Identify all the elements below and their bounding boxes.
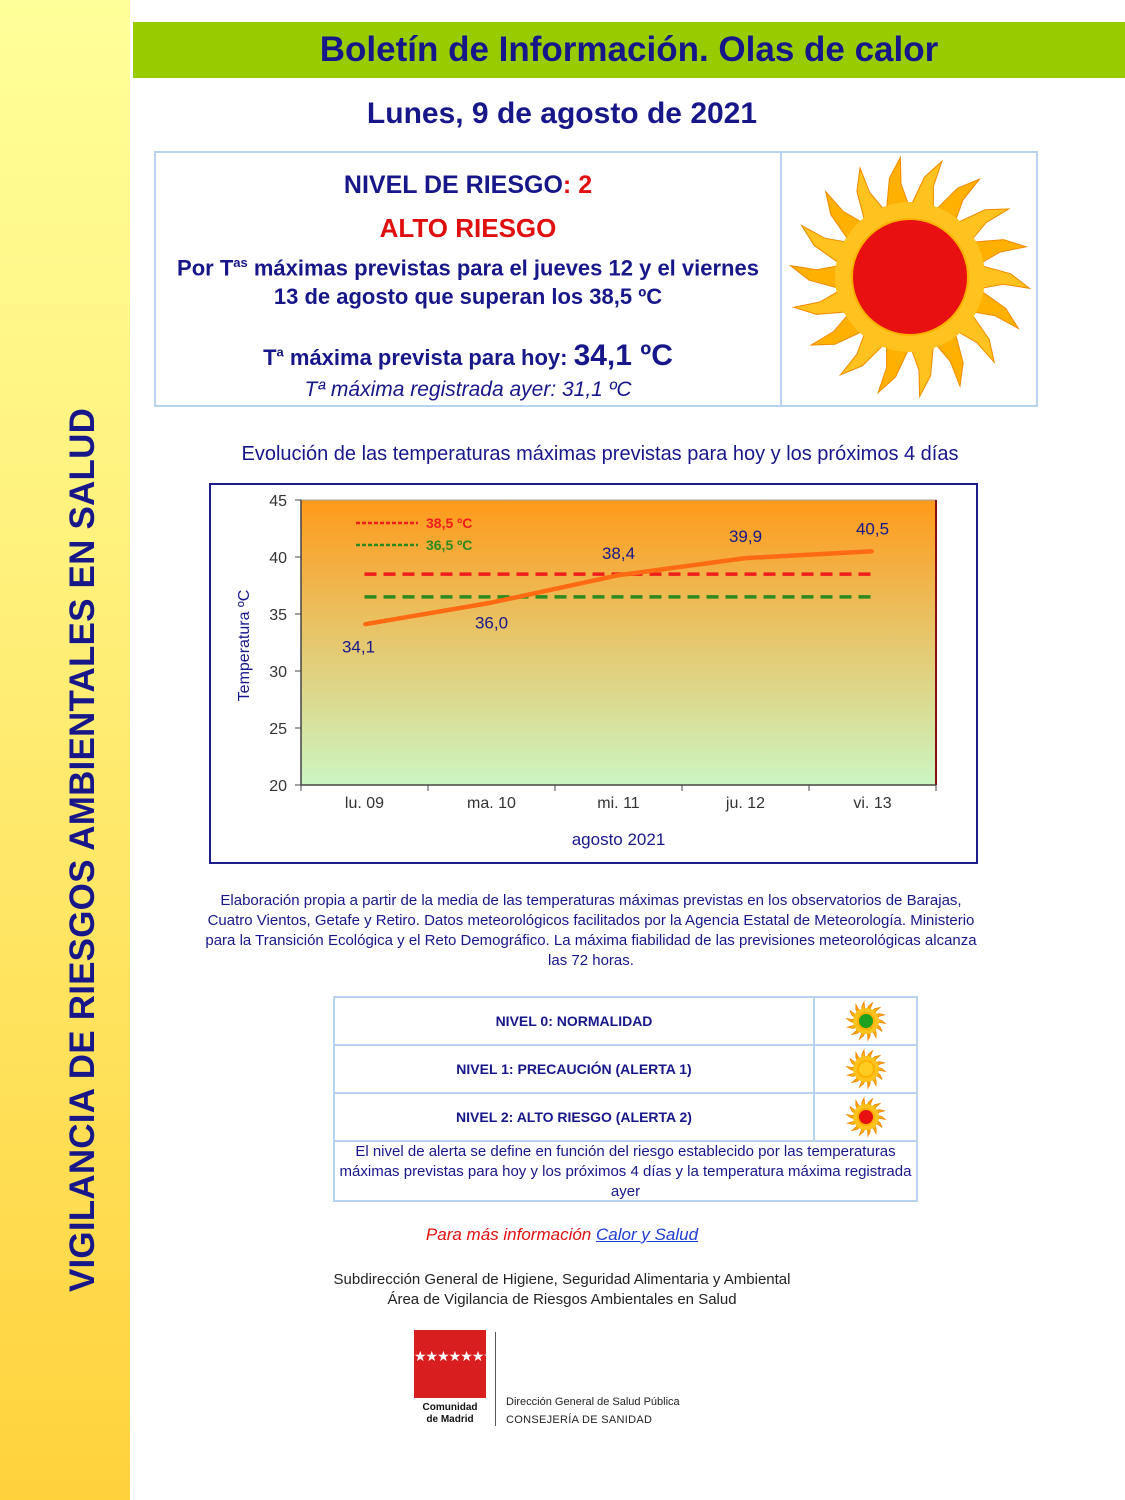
yellow-sun-icon [815, 1046, 916, 1092]
x-tick-label: ju. 12 [725, 795, 766, 812]
risk-name: ALTO RIESGO [379, 213, 557, 243]
level-2-label: NIVEL 2: ALTO RIESGO (ALERTA 2) [335, 1094, 815, 1140]
sun-ray [911, 345, 933, 397]
risk-panel [154, 151, 1038, 407]
yesterday-max: Tª máxima registrada ayer: 31,1 ºC [304, 378, 632, 401]
data-point [490, 601, 493, 604]
y-tick-label: 35 [269, 607, 287, 624]
level-row-2 [335, 1094, 916, 1142]
x-axis-label: agosto 2021 [571, 830, 666, 849]
logo-name [414, 1402, 486, 1426]
sun-core [852, 219, 968, 335]
risk-reason-rest: máximas previstas para el jueves 12 y el viernes 13 de agosto que superan los 38,5 ºC [247, 255, 759, 310]
title-bar [133, 22, 1125, 78]
sun-icon [782, 153, 1038, 405]
y-tick-label: 45 [269, 493, 287, 510]
comunidad-madrid-logo [414, 1330, 714, 1430]
risk-text-cell [156, 153, 782, 405]
risk-reason-prefix: Por T [177, 255, 234, 281]
today-max-label: máxima prevista para hoy: [283, 345, 574, 370]
data-point [871, 550, 874, 553]
bulletin-date: Lunes, 9 de agosto de 2021 [366, 97, 758, 130]
small-sun [847, 1002, 885, 1040]
level-1-label: NIVEL 1: PRECAUCIÓN (ALERTA 1) [335, 1046, 815, 1092]
source-note: Elaboración propia a partir de la media de las temperaturas máximas previstas en los observatorios de Barajas, Cuatro Vientos, Getafe y Retiro. Datos meteorológicos facilitados por la Agencia Estatal de Meteorología. Ministerio para la Transición Ecológica y el Reto Demográfico. La máxima fiabilidad de las previsiones meteorológicas alcanza las 72 horas. [205, 892, 977, 969]
level-row-0 [335, 998, 916, 1046]
x-tick-label: ma. 10 [467, 795, 516, 812]
sidebar [0, 0, 130, 1500]
logo-divider [495, 1332, 496, 1426]
data-label: 36,0 [474, 613, 509, 633]
chart-title: Evolución de las temperaturas máximas previstas para hoy y los próximos 4 días [241, 443, 959, 465]
more-info-text: Para más información [425, 1225, 596, 1244]
x-tick-label: vi. 13 [853, 795, 892, 812]
data-point [617, 574, 620, 577]
small-sun [847, 1050, 885, 1088]
data-point [744, 557, 747, 560]
data-label: 34,1 [341, 637, 376, 657]
data-label: 38,4 [601, 544, 636, 564]
logo-name-line-2: de Madrid [426, 1414, 474, 1425]
red-sun-icon [815, 1094, 916, 1140]
sun-ray [911, 161, 942, 209]
y-tick-label: 25 [269, 721, 287, 738]
legend-label: 38,5 ºC [426, 515, 473, 531]
footer-line-2: Área de Vigilancia de Riesgos Ambientales en Salud [387, 1291, 737, 1308]
data-label: 39,9 [728, 527, 763, 547]
sun-ray [878, 345, 909, 393]
legend-label: 36,5 ºC [426, 537, 473, 553]
page-title: Boletín de Información. Olas de calor [319, 30, 939, 69]
y-axis-label: Temperatura ºC [236, 589, 253, 702]
footer [133, 1270, 991, 1310]
sun-core [858, 1109, 874, 1125]
risk-reason [166, 248, 770, 311]
levels-note: El nivel de alerta se define en función del riesgo establecido por las temperaturas máximas previstas para hoy y los próximos 4 días y la temperatura máxima registrada ayer [339, 1143, 912, 1200]
logo-name-line-1: Comunidad [422, 1402, 478, 1413]
footer-line-1: Subdirección General de Higiene, Seguridad Alimentaria y Ambiental [333, 1271, 791, 1288]
logo-stars: ★★★★★★★ [414, 1348, 495, 1364]
x-tick-label: mi. 11 [597, 795, 640, 812]
logo-consejeria: CONSEJERÍA DE SANIDAD [506, 1414, 653, 1426]
risk-level-colon: : [562, 171, 579, 199]
y-tick-label: 20 [269, 778, 287, 795]
y-tick-label: 30 [269, 664, 287, 681]
data-label: 40,5 [855, 519, 890, 539]
y-tick-label: 40 [269, 550, 287, 567]
x-tick-label: lu. 09 [344, 795, 385, 812]
sun-ray [887, 157, 909, 209]
risk-reason-sup: as [233, 255, 248, 270]
chart-frame [209, 483, 978, 864]
small-sun [847, 1098, 885, 1136]
calor-y-salud-link[interactable]: Calor y Salud [596, 1225, 699, 1244]
level-0-label: NIVEL 0: NORMALIDAD [335, 998, 815, 1044]
today-max-prefix: T [263, 345, 277, 370]
plot-area [301, 500, 936, 785]
sidebar-title: VIGILANCIA DE RIESGOS AMBIENTALES EN SALUD [63, 407, 102, 1293]
sun-ray [981, 266, 1029, 289]
risk-levels-table [333, 996, 918, 1202]
temperature-chart [211, 485, 976, 862]
sun-ray [791, 266, 839, 289]
sun-core [858, 1013, 874, 1029]
level-row-1 [335, 1046, 916, 1094]
logo-direccion-general: Dirección General de Salud Pública [506, 1396, 680, 1408]
today-max [156, 339, 780, 373]
data-point [363, 623, 366, 626]
today-max-value: 34,1 ºC [573, 339, 673, 372]
today-max-sup: a [276, 344, 284, 360]
risk-level [156, 171, 780, 200]
risk-level-value: 2 [578, 171, 593, 199]
risk-level-label: NIVEL DE RIESGO [343, 171, 563, 199]
sun-core [858, 1061, 874, 1077]
more-info [133, 1225, 991, 1245]
big-sun [791, 157, 1030, 396]
green-sun-icon [815, 998, 916, 1044]
